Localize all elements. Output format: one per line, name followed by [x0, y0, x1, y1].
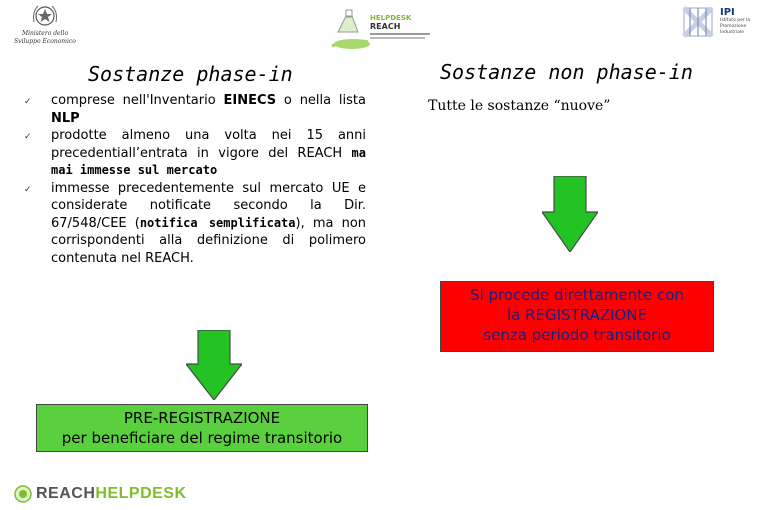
bullet-run: notifica semplificata [139, 215, 296, 230]
list-item [24, 127, 366, 180]
ipi-line: Promozione [720, 24, 747, 29]
ministry-line2: Sviluppo Economico [14, 38, 76, 45]
ministry-logo [14, 2, 76, 50]
box-line: senza periodo transitorio [483, 326, 671, 344]
ipi-line: Istituto per la [720, 18, 751, 23]
ipi-line: Industriale [720, 30, 744, 35]
bullet-text [51, 93, 366, 126]
box-line: per beneficiare del regime transitorio [61, 429, 343, 447]
footer-reach: REACH [36, 485, 96, 502]
ministry-line1: Ministero dello [21, 30, 69, 37]
helpdesk-logo-icon [14, 485, 32, 503]
bullet-run: immesse precedentemente sul mercato UE e considerate notificate secondo la Dir. 67/548/CEE ( [51, 180, 366, 231]
bullet-run: EINECS [223, 93, 277, 108]
pre-registration-box [36, 404, 368, 452]
reach-logo-line2: REACH [370, 22, 401, 31]
down-arrow-icon [542, 176, 598, 252]
footer-logo [14, 482, 187, 506]
registration-box [440, 281, 714, 352]
box-line: la REGISTRAZIONE [506, 306, 648, 324]
heading-phase-in: Sostanze phase-in [88, 62, 293, 86]
non-phase-in-description: Tutte le sostanze “nuove” [428, 98, 611, 114]
bullet-run: NLP [51, 110, 80, 126]
emblem-icon [30, 2, 60, 30]
reach-logo-rule-2 [370, 37, 425, 39]
checkmark-icon: ✓ [24, 97, 32, 107]
bullet-text [51, 181, 366, 266]
checkmark-icon: ✓ [24, 132, 32, 142]
box-line: PRE-REGISTRAZIONE [123, 409, 281, 427]
list-item [24, 180, 366, 268]
checkmark-icon: ✓ [24, 184, 32, 195]
box-line: Si procede direttamente con [470, 286, 684, 304]
ipi-mark-icon [680, 2, 716, 42]
down-arrow-icon [186, 330, 242, 400]
footer-helpdesk: HELPDESK [95, 485, 187, 502]
ipi-logo [680, 2, 760, 46]
bullet-run: comprese nell'Inventario [51, 93, 224, 108]
bullet-run: ma mai immesse sul mercato [51, 145, 366, 177]
bullet-run: prodotte almeno una volta nei 15 anni precedentiall’entrata in vigore del REACH [51, 128, 366, 161]
bullet-run: ), ma non corrispondenti alla definizione di polimero contenuta nel REACH. [51, 215, 367, 266]
reach-helpdesk-logo [330, 2, 450, 52]
heading-non-phase-in: Sostanze non phase-in [440, 60, 693, 84]
list-item [24, 92, 366, 127]
reach-logo-rule [370, 33, 430, 35]
ipi-title: IPI [720, 7, 735, 18]
phase-in-criteria-list [24, 92, 366, 267]
bullet-run: o nella lista [276, 93, 366, 108]
bullet-text [51, 128, 366, 178]
reach-logo-line1: HELPDESK [370, 14, 412, 22]
